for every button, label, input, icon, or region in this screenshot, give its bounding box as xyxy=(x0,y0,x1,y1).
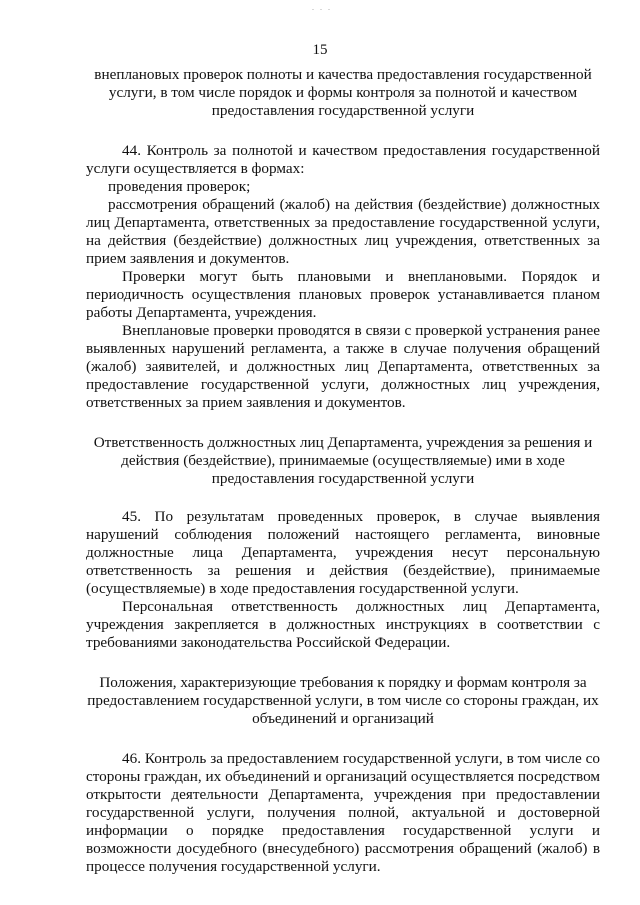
scan-mark: . . . xyxy=(312,3,332,12)
section-heading-continued: внеплановых проверок полноты и качества предоставления государственной услуги, в том числе порядок и формы контроля за полнотой и качеством предоставления государственной услуги xyxy=(94,66,592,119)
section-heading-requirements: Положения, характеризующие требования к порядку и формам контроля за предоставлением государственной услуги, в том числе со стороны граждан, их объединений и организаций xyxy=(87,674,599,727)
paragraph-44-form-2: рассмотрения обращений (жалоб) на действия (бездействие) должностных лиц Департамента, ответственных за предоставление государственной услуги, на действия (бездействие) должностных лиц учреждения, ответственных за прием заявления и документов. xyxy=(86,196,600,267)
paragraph-45-personal: Персональная ответственность должностных лиц Департамента, учреждения закрепляется в должностных инструкциях в соответствии с требованиями законодательства Российской Федерации. xyxy=(86,598,600,651)
paragraph-44-intro: 44. Контроль за полнотой и качеством предоставления государственной услуги осуществляется в формах: xyxy=(86,142,600,177)
paragraph-planned-checks: Проверки могут быть плановыми и внеплановыми. Порядок и периодичность осуществления плановых проверок устанавливается планом работы Департамента, учреждения. xyxy=(86,268,600,321)
section-heading-responsibility: Ответственность должностных лиц Департамента, учреждения за решения и действия (бездействие), принимаемые (осуществляемые) ими в ходе предоставления государственной услуги xyxy=(93,434,593,487)
paragraph-unplanned-checks: Внеплановые проверки проводятся в связи с проверкой устранения ранее выявленных нарушений регламента, а также в случае получения обращений (жалоб) заявителей, и должностных лиц Департамента, ответственных за предоставление государственной услуги, должностных лиц учреждения, ответственных за прием заявления и документов. xyxy=(86,322,600,411)
page-number: 15 xyxy=(312,42,328,58)
page-content xyxy=(86,66,600,876)
paragraph-46: 46. Контроль за предоставлением государственной услуги, в том числе со стороны граждан, их объединений и организаций осуществляется посредством открытости деятельности Департамента, учреждения при предоставлении государственной услуги, получения полной, актуальной и достоверной информации о порядке предоставления государственной услуги и возможности досудебного (внесудебного) рассмотрения обращений (жалоб) в процессе получения государственной услуги. xyxy=(86,750,600,875)
paragraph-45: 45. По результатам проведенных проверок, в случае выявления нарушений соблюдения положений настоящего регламента, виновные должностные лица Департамента, учреждения несут персональную ответственность за решения и действия (бездействие), принимаемые (осуществляемые) в ходе предоставления государственной услуги. xyxy=(86,508,600,597)
paragraph-44-form-1: проведения проверок; xyxy=(108,178,251,195)
